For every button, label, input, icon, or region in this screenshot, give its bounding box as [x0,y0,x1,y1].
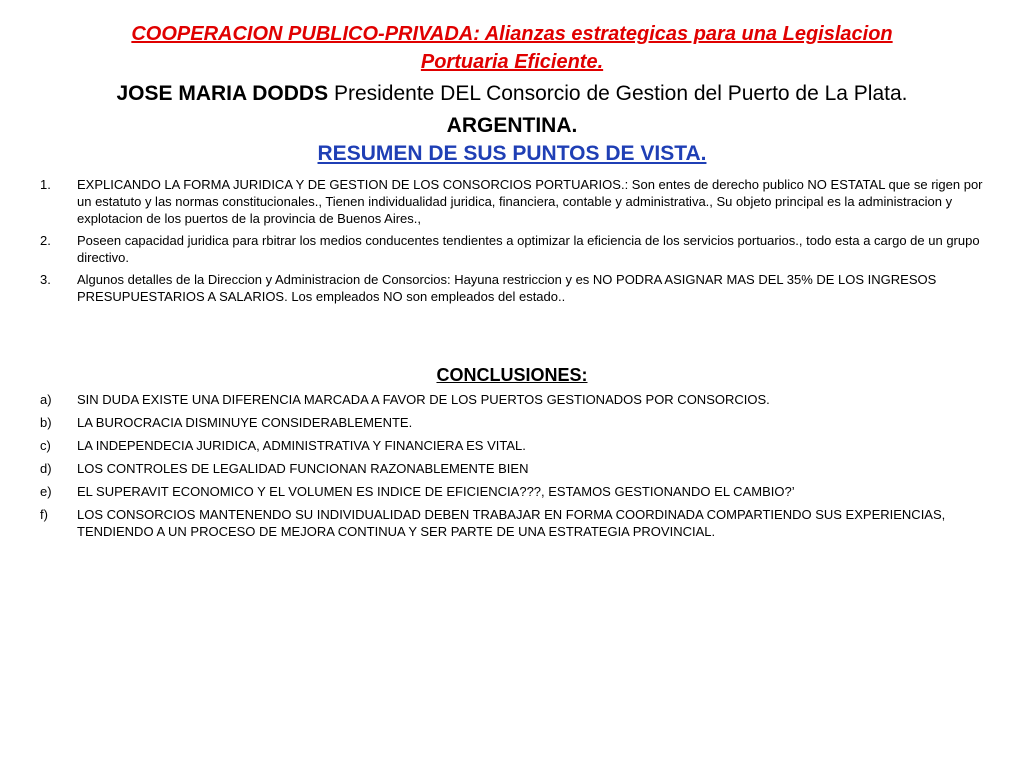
summary-heading: RESUMEN DE SUS PUNTOS DE VISTA. [317,142,707,165]
list-item-text: LOS CONSORCIOS MANTENENDO SU INDIVIDUALIDAD DEBEN TRABAJAR EN FORMA COORDINADA COMPARTIENDO SUS EXPERIENCIAS, TENDIENDO A UN PROCESO DE MEJORA CONTINUA Y SER PARTE DE UNA ESTRATEGIA PROVINCIAL. [77,507,946,539]
list-item-text: LOS CONTROLES DE LEGALIDAD FUNCIONAN RAZONABLEMENTE BIEN [77,461,529,476]
author-line [40,80,984,108]
list-marker: 3. [40,272,51,287]
list-item [0,483,1024,500]
list-item [0,391,1024,408]
list-marker: 2. [40,233,51,248]
list-item-text: SIN DUDA EXISTE UNA DIFERENCIA MARCADA A FAVOR DE LOS PUERTOS GESTIONADOS POR CONSORCIOS. [77,392,770,407]
slide-title-line-2: Portuaria Eficiente. [420,51,604,73]
points-list [0,176,1024,310]
list-marker: 1. [40,177,51,192]
list-item-text: Poseen capacidad juridica para rbitrar los medios conducentes tendientes a optimizar la eficiencia de los servicios portuarios., todo esta a cargo de un grupo directivo. [77,233,980,265]
conclusions-heading: CONCLUSIONES: [436,365,588,385]
list-item [0,414,1024,431]
author-country: ARGENTINA. [446,114,578,137]
list-marker: a) [40,392,52,407]
slide-title-line-1: COOPERACION PUBLICO-PRIVADA: Alianzas estrategicas para una Legislacion [131,23,893,45]
list-item [0,232,1024,266]
list-marker: c) [40,438,51,453]
list-item-text: EL SUPERAVIT ECONOMICO Y EL VOLUMEN ES INDICE DE EFICIENCIA???, ESTAMOS GESTIONANDO EL CAMBIO?’ [77,484,795,499]
list-item-text: Algunos detalles de la Direccion y Administracion de Consorcios: Hayuna restriccion y es NO PODRA ASIGNAR MAS DEL 35% DE LOS INGRESOS PRESUPUESTARIOS A SALARIOS. Los empleados NO son empleados del estado.. [77,272,937,304]
list-item-text: LA BUROCRACIA DISMINUYE CONSIDERABLEMENTE. [77,415,413,430]
list-marker: f) [40,507,48,522]
list-item [0,271,1024,305]
author-name: JOSE MARIA DODDS [116,82,329,105]
conclusions-list [0,391,1024,546]
list-item [0,176,1024,227]
list-marker: e) [40,484,52,499]
author-role: Presidente DEL Consorcio de Gestion del Puerto de La Plata. [333,82,908,105]
list-item [0,506,1024,540]
list-item-text: EXPLICANDO LA FORMA JURIDICA Y DE GESTION DE LOS CONSORCIOS PORTUARIOS.: Son entes de derecho publico NO ESTATAL que se rigen por un estatuto y las normas constitucionales., Tienen individualidad juridica, financiera, contable y administrativa., Su objeto principal es la administracion y explotacion de los puertos de la provincia de Buenos Aires., [77,177,983,226]
list-item-text: LA INDEPENDECIA JURIDICA, ADMINISTRATIVA Y FINANCIERA ES VITAL. [77,438,526,453]
list-marker: d) [40,461,52,476]
list-marker: b) [40,415,52,430]
list-item [0,437,1024,454]
list-item [0,460,1024,477]
